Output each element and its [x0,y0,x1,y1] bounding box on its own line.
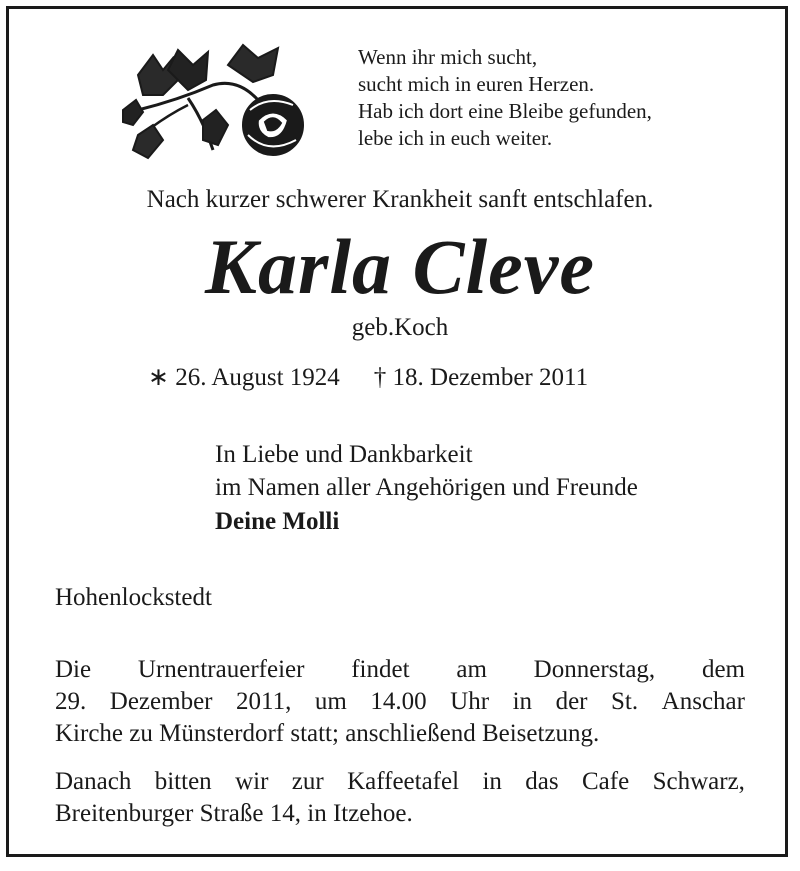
word: 14.00 [370,688,427,715]
reception-line [55,766,745,798]
word: das [525,768,559,795]
poem [358,44,652,152]
word: um [314,688,347,715]
word: 29. [55,688,87,715]
word: am [456,656,487,683]
word: Danach [55,768,132,795]
word: Cafe [582,768,630,795]
service-line [55,654,745,686]
word: Dezember [109,688,213,715]
word: bitten [154,768,212,795]
word: Die [55,656,92,683]
word: Uhr [450,688,490,715]
thanks-line: im Namen aller Angehörigen und Freunde [215,474,638,501]
word: findet [351,656,410,683]
place: Hohenlockstedt [55,584,212,611]
poem-line: Wenn ihr mich sucht, [358,45,538,69]
word: dem [701,656,745,683]
life-dates [148,362,588,392]
word: zur [291,768,324,795]
lead-text: Nach kurzer schwerer Krankheit sanft entschlafen. [146,186,654,213]
birth-date: ∗ 26. August 1924 [148,364,340,391]
word: wir [235,768,269,795]
signature: Deine Molli [215,508,340,535]
word: Anschar [661,688,745,715]
poem-line: sucht mich in euren Herzen. [358,72,595,96]
word: der [555,688,588,715]
thanks-line: In Liebe und Dankbarkeit [215,441,473,468]
rose-branch-icon [118,40,308,165]
word: Urnentrauerfeier [137,656,305,683]
poem-line: Hab ich dort eine Bleibe gefunden, [358,99,652,123]
word: in [512,688,533,715]
poem-line: lebe ich in euch weiter. [358,126,553,150]
word: Donnerstag, [533,656,656,683]
service-line: Kirche zu Münsterdorf statt; anschließend Beisetzung. [55,720,600,747]
death-date: † 18. Dezember 2011 [373,364,589,391]
maiden-name: geb.Koch [351,314,449,341]
service-line [55,686,745,718]
word: in [482,768,502,795]
word: Kaffeetafel [347,768,460,795]
thanks-block [215,438,638,504]
reception-paragraph [55,766,745,830]
deceased-name: Karla Cleve [204,223,596,310]
word: St. [611,688,639,715]
service-paragraph [55,654,745,750]
word: 2011, [236,688,292,715]
word: Schwarz, [652,768,745,795]
reception-line: Breitenburger Straße 14, in Itzehoe. [55,800,413,827]
